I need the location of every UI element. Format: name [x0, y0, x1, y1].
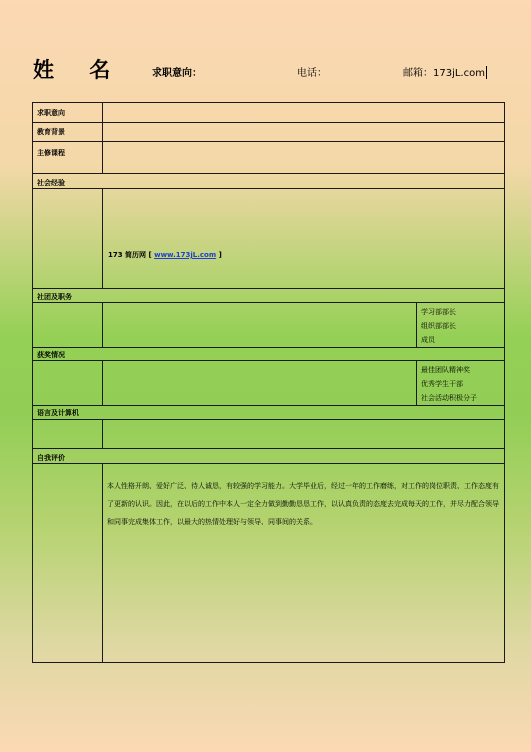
award-item: 最佳团队精神奖: [421, 366, 470, 374]
email-header[interactable]: [403, 64, 487, 79]
table-border-right: [504, 102, 505, 663]
column-divider: [416, 302, 417, 348]
text-cursor: [486, 66, 487, 79]
column-divider: [102, 102, 103, 174]
experience-site-prefix: 173 简历网 [: [108, 251, 152, 259]
phone-header: 电话：: [297, 68, 327, 79]
club-item: 组织部部长: [421, 322, 456, 330]
label-social-experience: 社会经验: [37, 179, 65, 187]
table-border-left: [32, 102, 33, 663]
column-divider: [102, 360, 103, 406]
name-title: 姓 名: [33, 57, 125, 82]
column-divider: [102, 188, 103, 289]
column-divider: [416, 360, 417, 406]
award-item: 社会活动积极分子: [421, 394, 477, 402]
label-main-courses: 主修课程: [37, 149, 65, 157]
column-divider: [102, 419, 103, 449]
label-job-intention: 求职意向: [37, 109, 65, 117]
club-item: 学习部部长: [421, 308, 456, 316]
email-text: 邮箱：173jL.com: [403, 68, 485, 79]
column-divider: [102, 463, 103, 663]
self-evaluation-text: 本人性格开朗、爱好广泛、待人诚恳，有较强的学习能力。大学毕业后，经过一年的工作磨练，对工作的岗位职责、工作态度有了更新的认识。因此，在以后的工作中本人一定全力做到勤勤恳恳工作，以认真负责的态度去完成每天的工作，并尽力配合领导和同事完成集体工作，以最大的热情处理好与领导、同事间的关系。: [107, 482, 499, 526]
job-intention-header: 求职意向：: [152, 68, 202, 79]
experience-site-suffix: ]: [218, 251, 222, 259]
resume-table: [32, 102, 505, 663]
award-item: 优秀学生干部: [421, 380, 463, 388]
label-education: 教育背景: [37, 128, 65, 136]
experience-site-link[interactable]: www.173jL.com: [154, 251, 217, 259]
label-self-evaluation: 自我评价: [37, 454, 65, 462]
label-clubs-positions: 社团及职务: [37, 293, 72, 301]
column-divider: [102, 302, 103, 348]
club-item: 成员: [421, 336, 435, 344]
label-language-computer: 语言及计算机: [37, 409, 79, 417]
experience-line: [108, 250, 222, 260]
label-awards: 获奖情况: [37, 351, 65, 359]
